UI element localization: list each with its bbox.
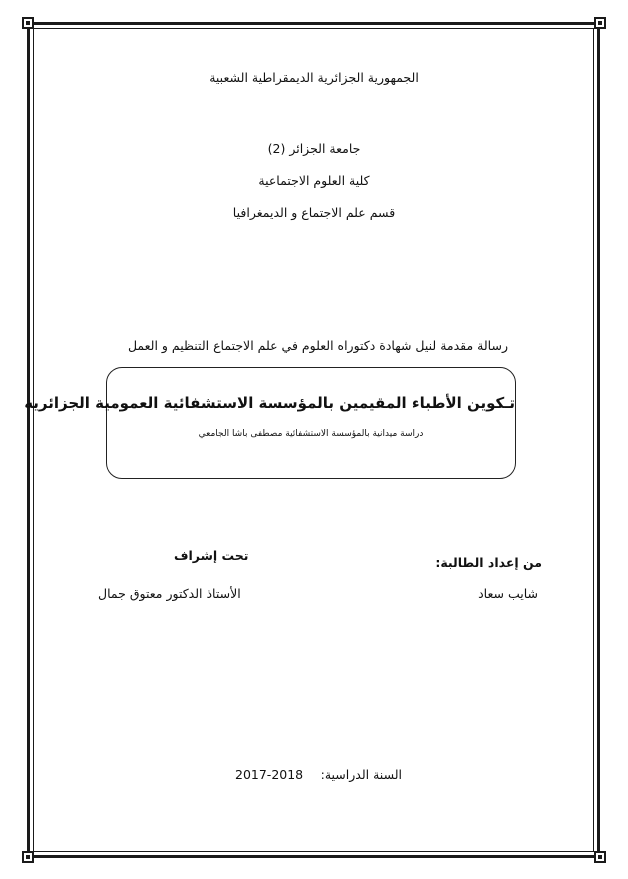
prepared-by-label: من إعداد الطالبة: — [435, 555, 542, 570]
student-name: شايب سعاد — [478, 586, 538, 601]
thesis-title: تـكوين الأطباء المقيمين بالمؤسسة الاستشفائية العمومية الجزائرية — [24, 394, 515, 412]
supervision-label: تحت إشراف — [174, 548, 249, 563]
corner-ornament-bottom-right — [594, 851, 606, 863]
corner-ornament-top-right — [594, 17, 606, 29]
department-name: قسم علم الاجتماع و الديمغرافيا — [232, 205, 396, 220]
corner-ornament-bottom-left — [22, 851, 34, 863]
corner-ornament-top-left — [22, 17, 34, 29]
thesis-title-box — [24, 367, 516, 479]
university-name: جامعة الجزائر (2) — [267, 141, 361, 156]
academic-year-value: 2017-2018 — [235, 767, 304, 782]
supervisor-name: الأستاذ الدكتور معتوق جمال — [98, 586, 241, 601]
thesis-subtitle: دراسة ميدانية بالمؤسسة الاستشفائية مصطفى باشا الجامعي — [198, 429, 424, 439]
faculty-name: كلية العلوم الاجتماعية — [258, 173, 370, 188]
country-name: الجمهورية الجزائرية الديمقراطية الشعبية — [209, 70, 419, 85]
academic-year-label: السنة الدراسية: — [320, 767, 402, 782]
thesis-description: رسالة مقدمة لنيل شهادة دكتوراه العلوم في علم الاجتماع التنظيم و العمل — [127, 338, 508, 353]
